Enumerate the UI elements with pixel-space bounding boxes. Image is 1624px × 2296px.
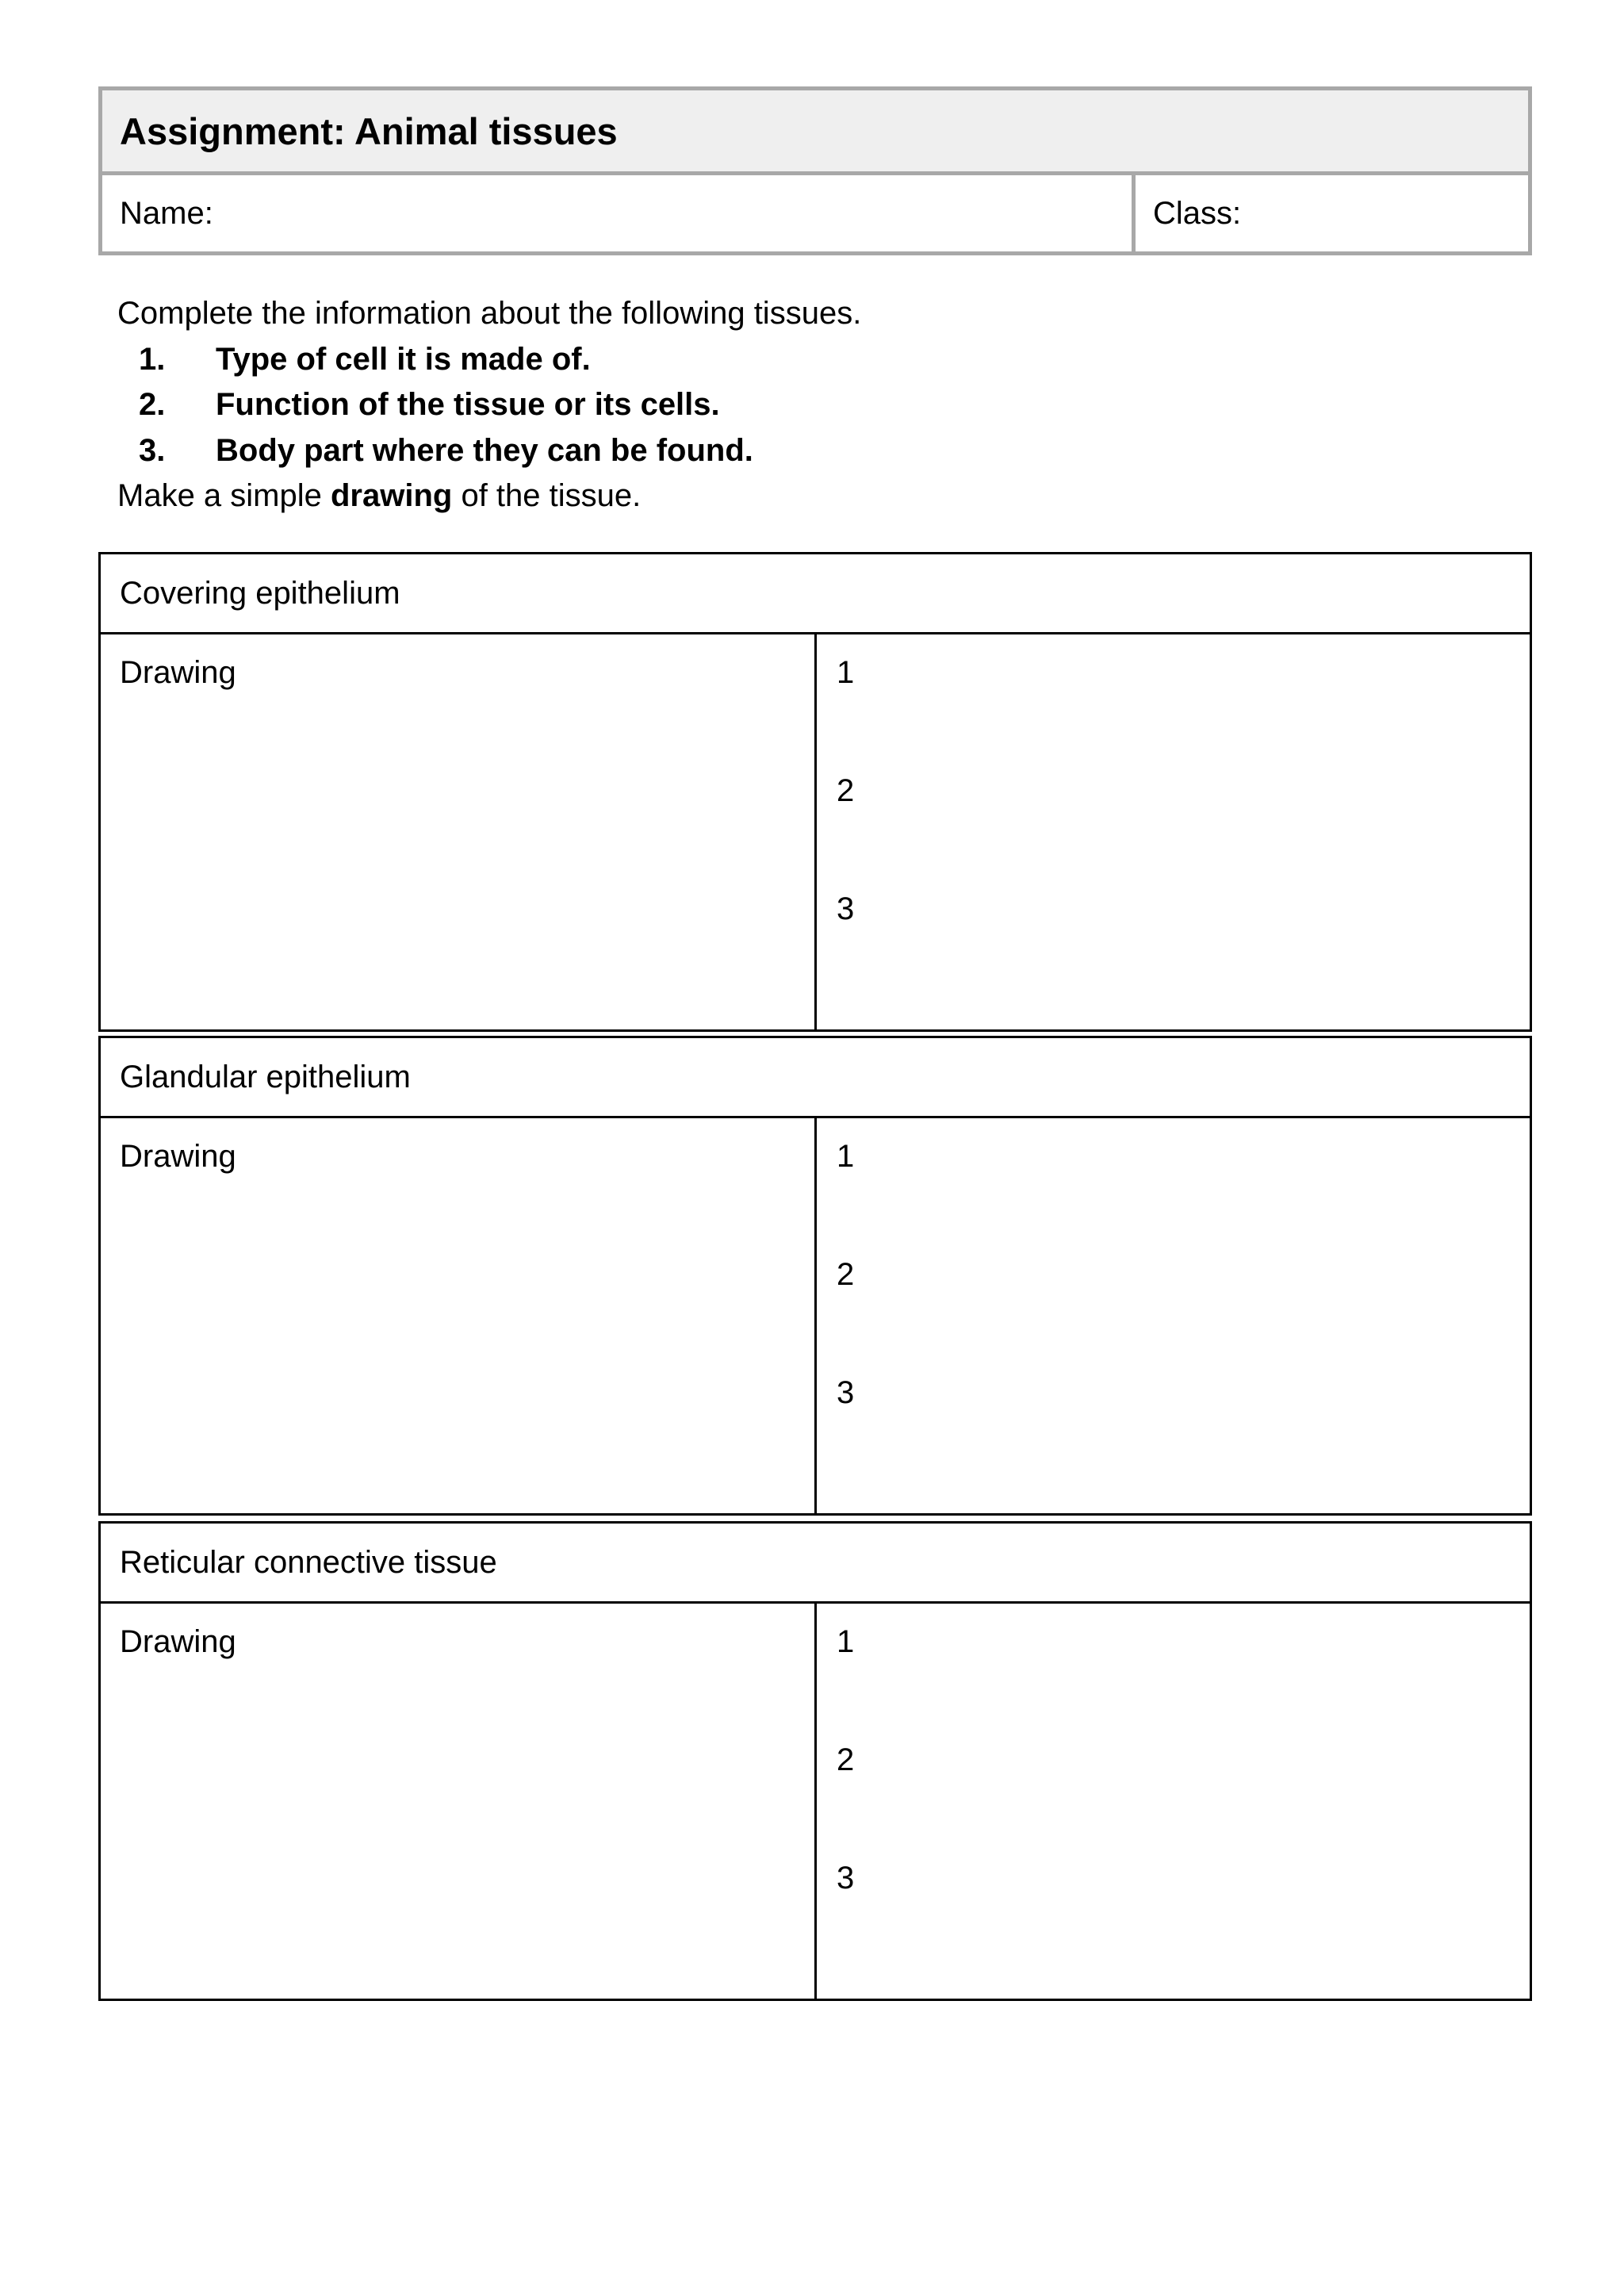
tissue-table-glandular-epithelium — [98, 1036, 1532, 1516]
tissue-body — [101, 1604, 1530, 1999]
tissue-body — [101, 1118, 1530, 1513]
class-field[interactable]: Class: — [1153, 195, 1242, 231]
answer-2: 2 — [837, 773, 855, 808]
tissue-title: Glandular epithelium — [101, 1038, 1530, 1118]
instruction-item — [117, 337, 861, 383]
drawing-area[interactable] — [101, 1118, 817, 1513]
answer-3: 3 — [837, 1375, 855, 1410]
drawing-instruction-suffix: of the tissue. — [452, 478, 642, 513]
tissue-body — [101, 634, 1530, 1029]
answer-3: 3 — [837, 1861, 855, 1895]
tissue-title: Covering epithelium — [101, 554, 1530, 634]
student-info-row — [102, 175, 1528, 251]
answer-3: 3 — [837, 891, 855, 926]
drawing-area[interactable] — [101, 1604, 817, 1999]
assignment-header-table — [98, 86, 1532, 255]
instruction-number: 1. — [139, 341, 166, 377]
drawing-label: Drawing — [120, 1139, 236, 1174]
tissue-table-covering-epithelium — [98, 552, 1532, 1032]
instruction-number: 3. — [139, 432, 166, 468]
answer-2: 2 — [837, 1742, 855, 1777]
answers-area[interactable] — [817, 634, 1530, 1029]
answer-1: 1 — [837, 655, 855, 690]
instruction-number: 2. — [139, 387, 166, 422]
tissue-title: Reticular connective tissue — [101, 1524, 1530, 1604]
instructions-list — [117, 337, 861, 474]
instruction-item — [117, 428, 861, 474]
answer-2: 2 — [837, 1257, 855, 1292]
drawing-area[interactable] — [101, 634, 817, 1029]
answer-1: 1 — [837, 1624, 855, 1659]
answers-area[interactable] — [817, 1604, 1530, 1999]
instruction-text: Function of the tissue or its cells. — [216, 387, 720, 422]
answer-1: 1 — [837, 1139, 855, 1174]
drawing-instruction-prefix: Make a simple — [117, 478, 331, 513]
drawing-label: Drawing — [120, 655, 236, 690]
drawing-label: Drawing — [120, 1624, 236, 1659]
drawing-instruction-bold: drawing — [330, 478, 453, 513]
instructions — [117, 291, 861, 519]
instruction-text: Type of cell it is made of. — [216, 341, 591, 377]
answers-area[interactable] — [817, 1118, 1530, 1513]
tissue-table-reticular-connective-tissue — [98, 1521, 1532, 2001]
instructions-intro: Complete the information about the following tissues. — [117, 296, 862, 331]
name-field[interactable]: Name: — [102, 175, 1136, 251]
instruction-text: Body part where they can be found. — [216, 432, 753, 468]
drawing-instruction — [117, 473, 861, 519]
assignment-title: Assignment: Animal tissues — [102, 90, 1528, 175]
instruction-item — [117, 382, 861, 428]
